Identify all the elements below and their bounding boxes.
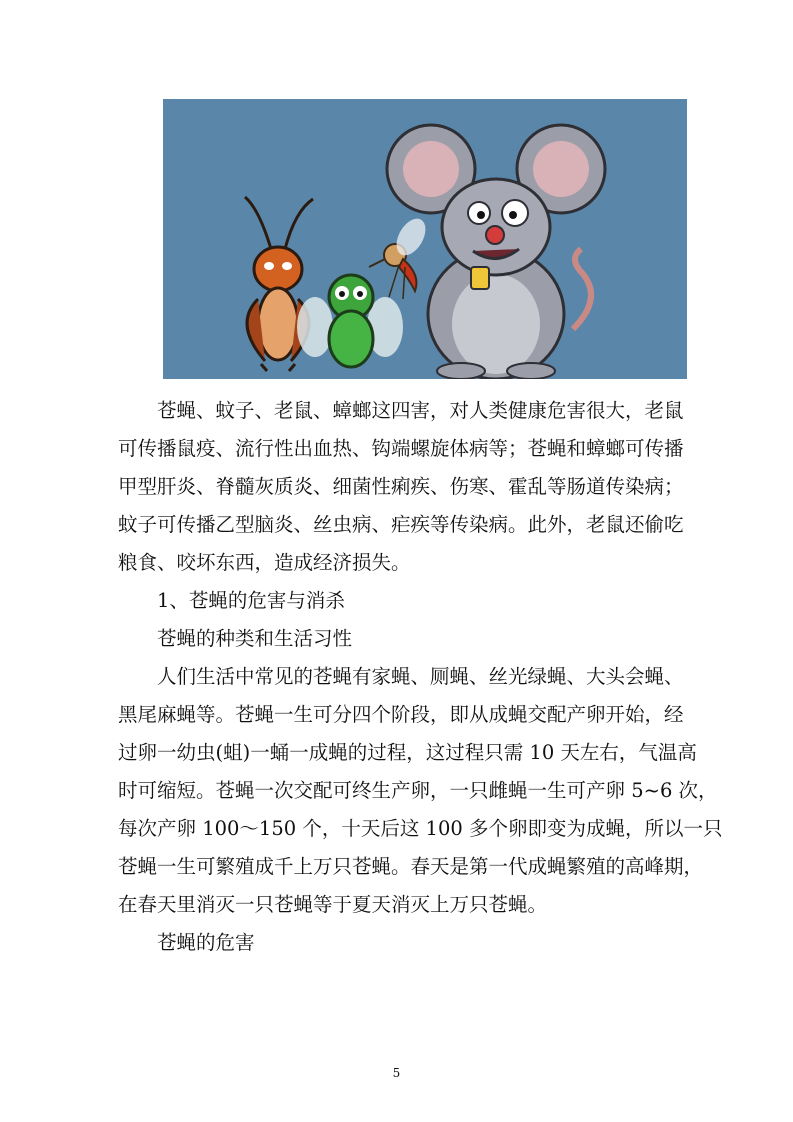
text-line: 人们生活中常见的苍蝇有家蝇、厕蝇、丝光绿蝇、大头会蝇、 <box>157 665 684 688</box>
fly-figure <box>297 275 403 367</box>
text-line: 可传播鼠疫、流行性出血热、钩端螺旋体病等；苍蝇和蟑螂可传播 <box>118 437 684 460</box>
text-line: 每次产卵 100～150 个，十天后这 100 多个卵即变为成蝇，所以一只 <box>118 817 723 840</box>
paragraph-intro <box>118 392 723 962</box>
illustration-pests <box>163 99 687 379</box>
text-line: 过卵一幼虫(蛆)一蛹一成蝇的过程，这过程只需 10 天左右，气温高 <box>118 741 697 764</box>
text-line: 黑尾麻蝇等。苍蝇一生可分四个阶段，即从成蝇交配产卵开始，经 <box>118 703 684 726</box>
text-line: 在春天里消灭一只苍蝇等于夏天消灭上万只苍蝇。 <box>118 893 548 916</box>
text-line: 蚊子可传播乙型脑炎、丝虫病、疟疾等传染病。此外，老鼠还偷吃 <box>118 513 684 536</box>
page-number: 5 <box>392 1066 401 1080</box>
text-line: 粮食、咬坏东西，造成经济损失。 <box>118 551 411 574</box>
text-line: 苍蝇一生可繁殖成千上万只苍蝇。春天是第一代成蝇繁殖的高峰期， <box>118 855 704 878</box>
subsection-heading: 苍蝇的种类和生活习性 <box>157 627 353 650</box>
subsection-heading: 苍蝇的危害 <box>157 931 255 954</box>
text-line: 时可缩短。苍蝇一次交配可终生产卵，一只雌蝇一生可产卵 5~6 次， <box>118 779 718 802</box>
section-heading: 1、苍蝇的危害与消杀 <box>157 589 345 612</box>
text-line: 甲型肝炎、脊髓灰质炎、细菌性痢疾、伤寒、霍乱等肠道传染病； <box>118 475 684 498</box>
mouse-figure <box>387 125 605 379</box>
mosquito-figure <box>369 214 431 299</box>
text-line: 苍蝇、蚊子、老鼠、蟑螂这四害，对人类健康危害很大，老鼠 <box>157 399 684 422</box>
